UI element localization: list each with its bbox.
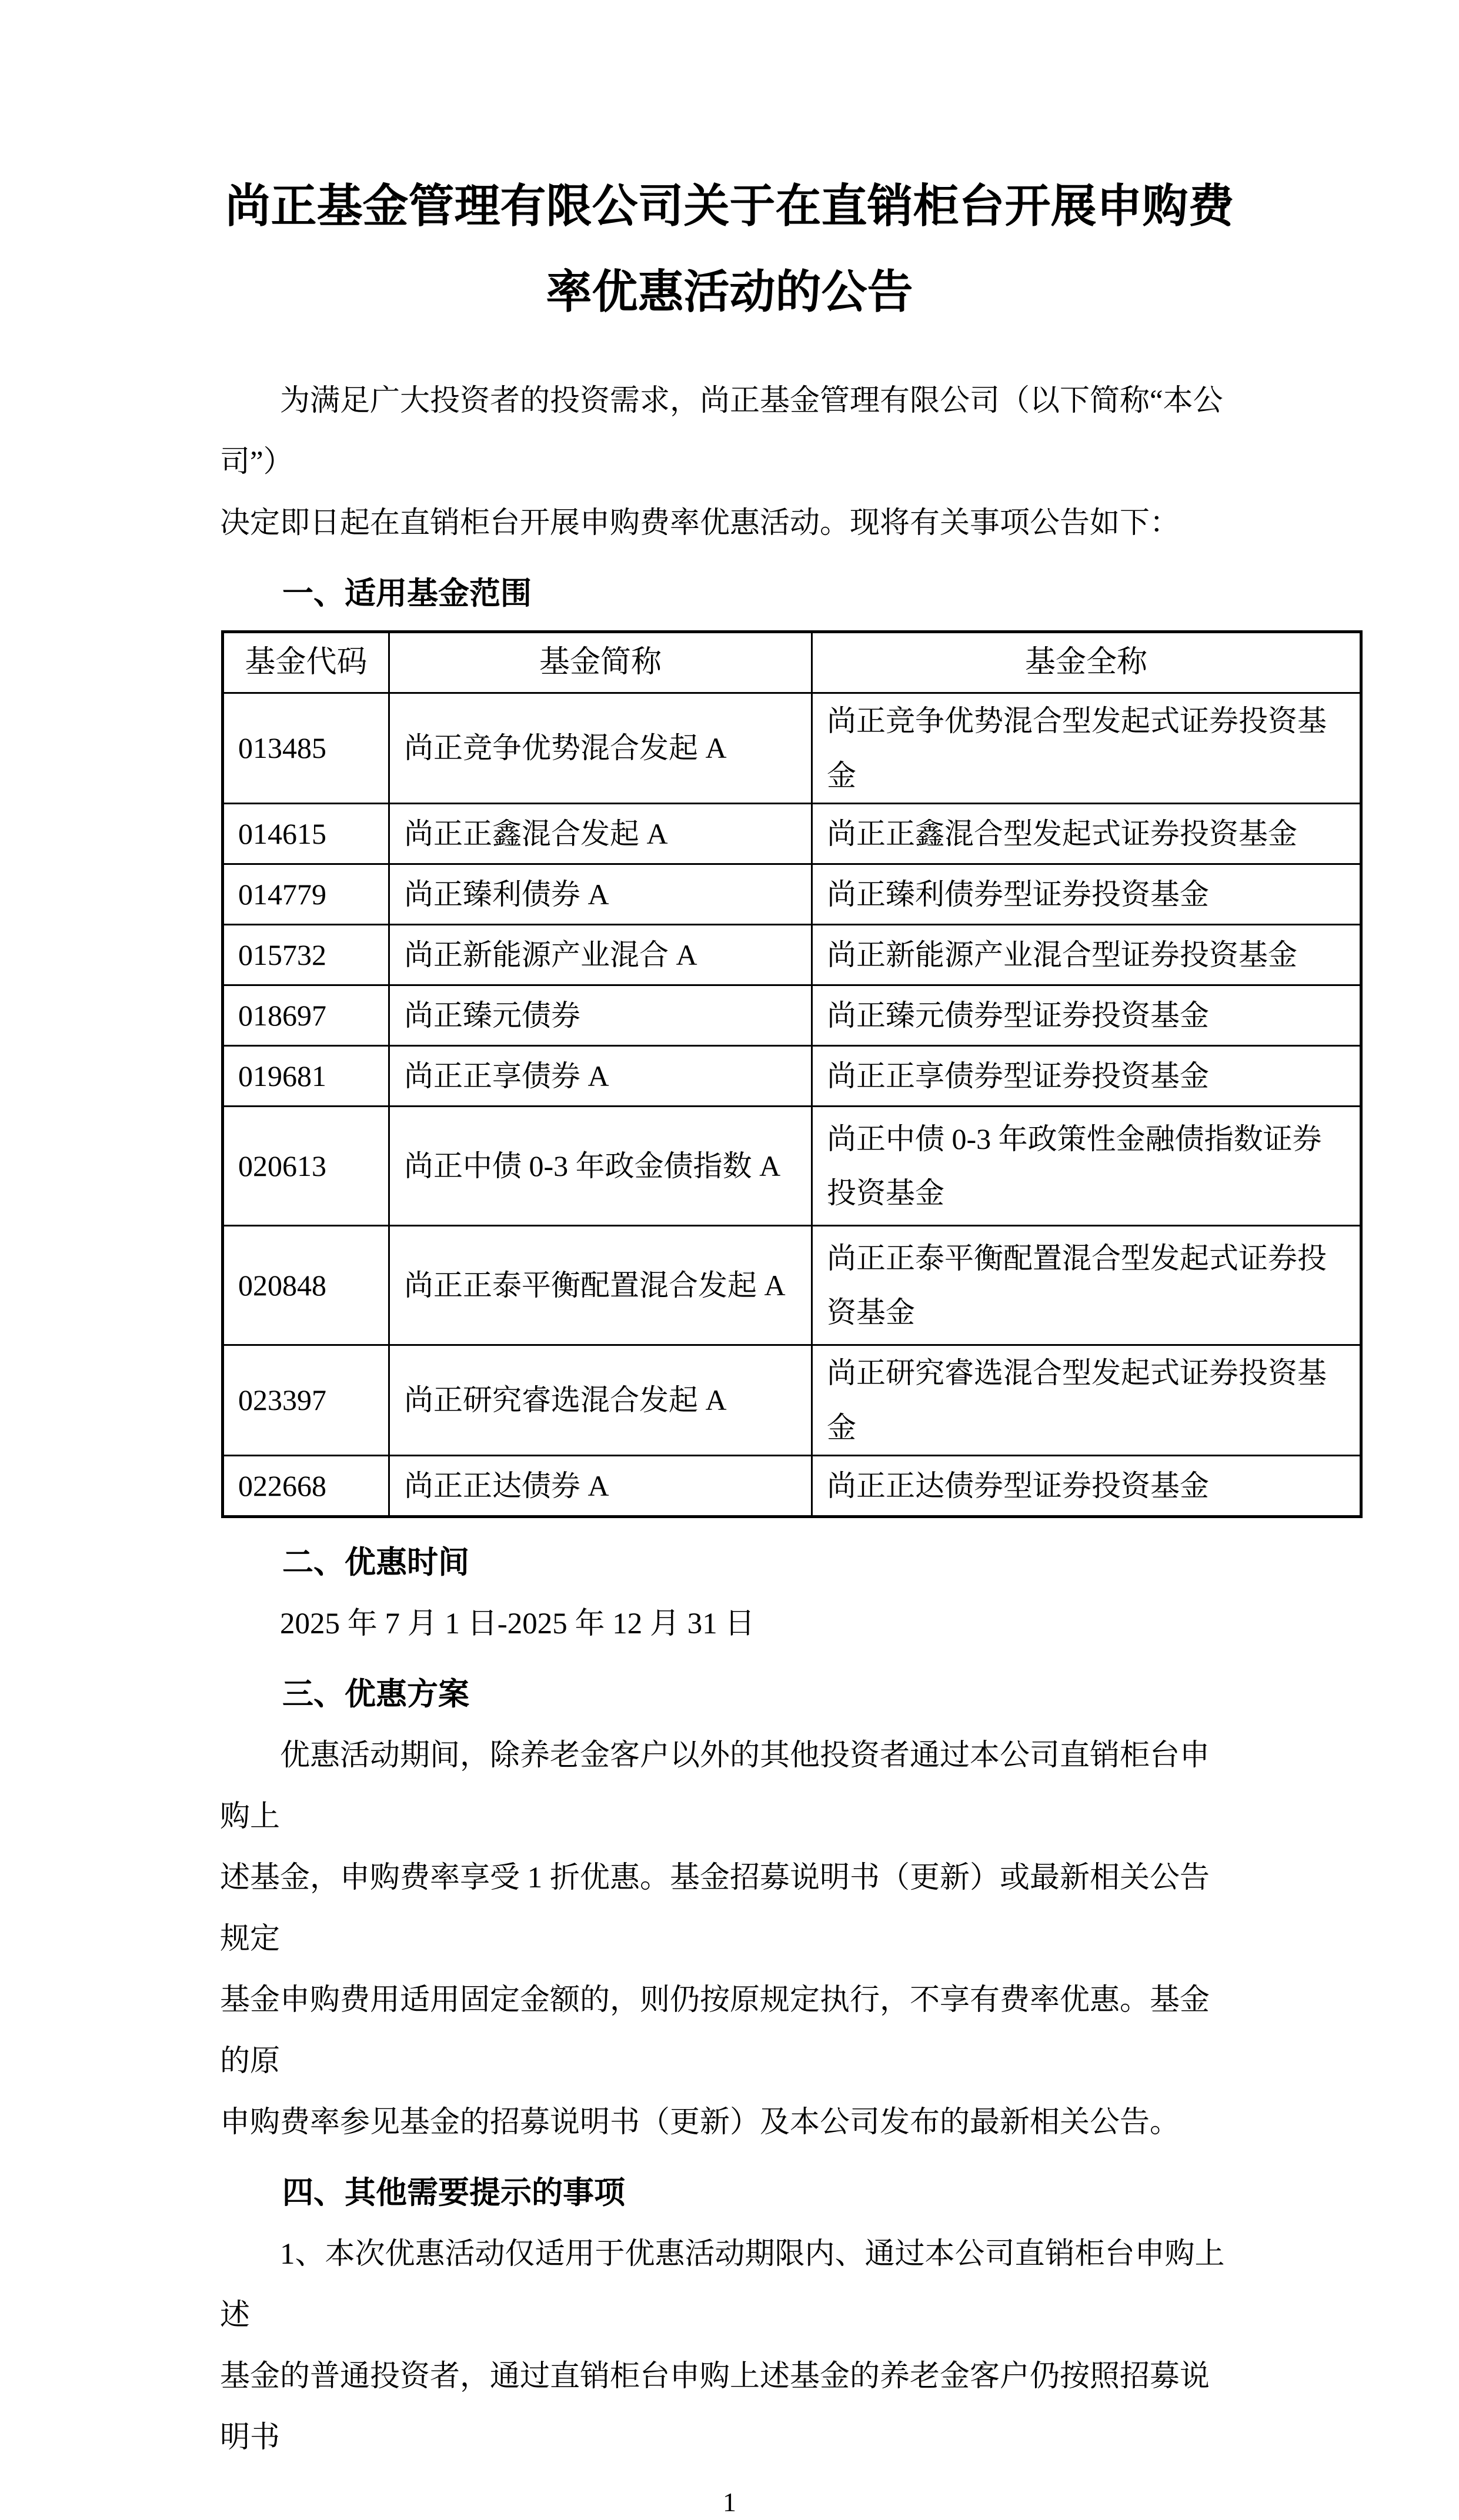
- fund-full-name-cell: 尚正臻利债券型证券投资基金: [812, 864, 1361, 925]
- plan-line-2: 述基金，申购费率享受 1 折优惠。基金招募说明书（更新）或最新相关公告规定: [220, 1861, 1210, 1956]
- fund-short-name-cell: 尚正正达债券 A: [389, 1456, 812, 1517]
- other-notes-paragraph: [220, 2224, 1238, 2468]
- table-row: [223, 985, 1361, 1046]
- fund-short-name-cell: 尚正中债 0-3 年政金债指数 A: [389, 1107, 812, 1226]
- table-row: [223, 1345, 1361, 1456]
- fund-code-cell: 015732: [223, 925, 389, 985]
- fund-short-name-cell: 尚正臻利债券 A: [389, 864, 812, 925]
- document-body: [220, 370, 1327, 2468]
- fund-full-name-cell: 尚正新能源产业混合型证券投资基金: [812, 925, 1361, 985]
- plan-line-1: 优惠活动期间，除养老金客户以外的其他投资者通过本公司直销柜台申购上: [220, 1739, 1210, 1833]
- fund-table: [221, 630, 1363, 1518]
- fund-full-name-cell: 尚正竞争优势混合型发起式证券投资基金: [812, 693, 1361, 804]
- table-row: [223, 1046, 1361, 1107]
- fund-full-name-cell: 尚正正鑫混合型发起式证券投资基金: [812, 804, 1361, 864]
- table-row: [223, 864, 1361, 925]
- page-title: [0, 163, 1459, 335]
- fund-code-cell: 020613: [223, 1107, 389, 1226]
- fund-short-name-cell: 尚正正享债券 A: [389, 1046, 812, 1107]
- fund-code-cell: 014779: [223, 864, 389, 925]
- table-row: [223, 1456, 1361, 1517]
- fund-code-cell: 013485: [223, 693, 389, 804]
- header-fund-full-name: 基金全称: [812, 632, 1361, 693]
- document-page: [0, 163, 1459, 2517]
- fund-code-cell: 014615: [223, 804, 389, 864]
- table-row: [223, 1226, 1361, 1345]
- fund-code-cell: 023397: [223, 1345, 389, 1456]
- fund-full-name-cell: 尚正正达债券型证券投资基金: [812, 1456, 1361, 1517]
- fund-full-name-cell: 尚正中债 0-3 年政策性金融债指数证券投资基金: [812, 1107, 1361, 1226]
- header-fund-code: 基金代码: [223, 632, 389, 693]
- fund-code-cell: 019681: [223, 1046, 389, 1107]
- fund-code-cell: 018697: [223, 985, 389, 1046]
- section-heading-fund-scope: 一、适用基金范围: [282, 577, 532, 611]
- fund-short-name-cell: 尚正正泰平衡配置混合发起 A: [389, 1226, 812, 1345]
- table-row: [223, 693, 1361, 804]
- intro-line-2: 决定即日起在直销柜台开展申购费率优惠活动。现将有关事项公告如下：: [220, 507, 1180, 540]
- title-line-2: 率优惠活动的公告: [546, 266, 913, 317]
- fund-table-head: [223, 632, 1361, 693]
- fund-full-name-cell: 尚正臻元债券型证券投资基金: [812, 985, 1361, 1046]
- fund-full-name-cell: 尚正正泰平衡配置混合型发起式证券投资基金: [812, 1226, 1361, 1345]
- fund-code-cell: 020848: [223, 1226, 389, 1345]
- intro-paragraph: [220, 370, 1238, 554]
- table-row: [223, 804, 1361, 864]
- plan-line-3: 基金申购费用适用固定金额的，则仍按原规定执行，不享有费率优惠。基金的原: [220, 1984, 1210, 2078]
- plan-line-4: 申购费率参见基金的招募说明书（更新）及本公司发布的最新相关公告。: [220, 2106, 1180, 2139]
- fund-short-name-cell: 尚正新能源产业混合 A: [389, 925, 812, 985]
- page-number: 1: [723, 2487, 736, 2517]
- fund-full-name-cell: 尚正研究睿选混合型发起式证券投资基金: [812, 1345, 1361, 1456]
- intro-line-1: 为满足广大投资者的投资需求，尚正基金管理有限公司（以下简称“本公司”）: [220, 385, 1223, 479]
- notes-line-1: 1、本次优惠活动仅适用于优惠活动期限内、通过本公司直销柜台申购上述: [220, 2238, 1225, 2332]
- discount-period-value: 2025 年 7 月 1 日-2025 年 12 月 31 日: [280, 1607, 755, 1640]
- fund-short-name-cell: 尚正臻元债券: [389, 985, 812, 1046]
- discount-plan-paragraph: [220, 1725, 1238, 2153]
- title-line-1: 尚正基金管理有限公司关于在直销柜台开展申购费: [225, 181, 1234, 232]
- table-row: [223, 925, 1361, 985]
- section-heading-discount-period: 二、优惠时间: [282, 1546, 469, 1580]
- notes-line-2: 基金的普通投资者，通过直销柜台申购上述基金的养老金客户仍按照招募说明书: [220, 2360, 1210, 2454]
- section-heading-other-notes: 四、其他需要提示的事项: [282, 2176, 625, 2210]
- fund-short-name-cell: 尚正竞争优势混合发起 A: [389, 693, 812, 804]
- fund-full-name-cell: 尚正正享债券型证券投资基金: [812, 1046, 1361, 1107]
- header-fund-short-name: 基金简称: [389, 632, 812, 693]
- fund-short-name-cell: 尚正正鑫混合发起 A: [389, 804, 812, 864]
- table-header-row: [223, 632, 1361, 693]
- fund-table-body: [223, 693, 1361, 1517]
- section-heading-discount-plan: 三、优惠方案: [282, 1677, 469, 1712]
- fund-short-name-cell: 尚正研究睿选混合发起 A: [389, 1345, 812, 1456]
- fund-code-cell: 022668: [223, 1456, 389, 1517]
- table-row: [223, 1107, 1361, 1226]
